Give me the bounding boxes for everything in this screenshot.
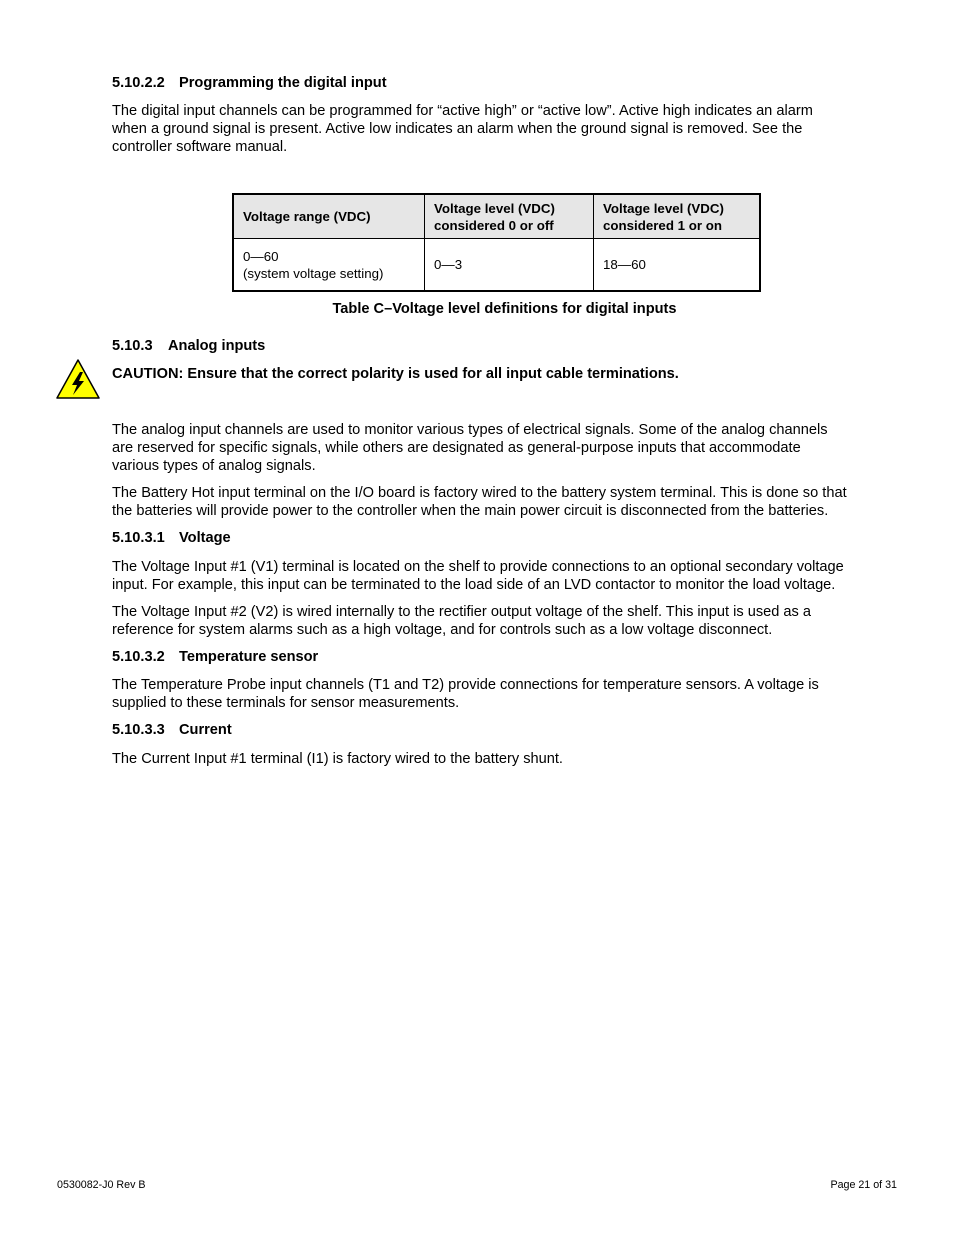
paragraph-current: The Current Input #1 terminal (I1) is factory wired to the battery shunt.: [112, 751, 563, 767]
footer-doc-id: 0530082-J0 Rev B: [57, 1179, 146, 1191]
table-header-cell: Voltage level (VDC) considered 0 or off: [425, 194, 594, 239]
table-caption: Table C–Voltage level definitions for digital inputs: [332, 301, 677, 317]
table-header-cell: Voltage range (VDC): [233, 194, 425, 239]
section-heading-5-10-2-2: 5.10.2.2 Programming the digital input: [112, 75, 387, 91]
table-row: [233, 239, 760, 292]
paragraph-battery-hot: The Battery Hot input terminal on the I/O board is factory wired to the battery system terminal. This is done so that the batteries will provide power to the controller when the main power circuit is disconnected from the batteries.: [112, 485, 847, 519]
paragraph-analog-inputs: The analog input channels are used to monitor various types of electrical signals. Some of the analog channels are reserved for specific signals, while others are designated as general-purpose inputs that accommodate various types of analog signals.: [112, 422, 828, 474]
paragraph-voltage-input-2: The Voltage Input #2 (V2) is wired internally to the rectifier output voltage of the shelf. This input is used as a reference for system alarms such as a high voltage, and for controls such as a low voltage disconnect.: [112, 604, 812, 638]
paragraph-temperature: The Temperature Probe input channels (T1 and T2) provide connections for temperature sensors. A voltage is supplied to these terminals for sensor measurements.: [112, 677, 819, 711]
paragraph-digital-input: The digital input channels can be programmed for “active high” or “active low”. Active high indicates an alarm when a ground signal is present. Active low indicates an alarm when the ground signal is removed. See the controller software manual.: [112, 103, 813, 155]
table-cell: 0—60 (system voltage setting): [233, 239, 425, 292]
caution-text: CAUTION: Ensure that the correct polarity is used for all input cable terminations.: [112, 366, 679, 382]
paragraph-voltage-input-1: The Voltage Input #1 (V1) terminal is located on the shelf to provide connections to an optional secondary voltage input. For example, this input can be terminated to the load side of an LVD contactor to monitor the load voltage.: [112, 559, 844, 593]
section-heading-5-10-3: 5.10.3 Analog inputs: [112, 338, 266, 354]
table-header-row: [233, 194, 760, 239]
section-heading-5-10-3-2: 5.10.3.2 Temperature sensor: [112, 649, 319, 665]
table-cell: 0—3: [425, 239, 594, 292]
table-header-cell: Voltage level (VDC) considered 1 or on: [594, 194, 761, 239]
high-voltage-warning-icon: [55, 358, 101, 400]
voltage-level-table: [232, 193, 761, 292]
footer-page-number: Page 21 of 31: [830, 1179, 897, 1191]
table-cell: 18—60: [594, 239, 761, 292]
section-heading-5-10-3-1: 5.10.3.1 Voltage: [112, 530, 231, 546]
section-heading-5-10-3-3: 5.10.3.3 Current: [112, 722, 232, 738]
